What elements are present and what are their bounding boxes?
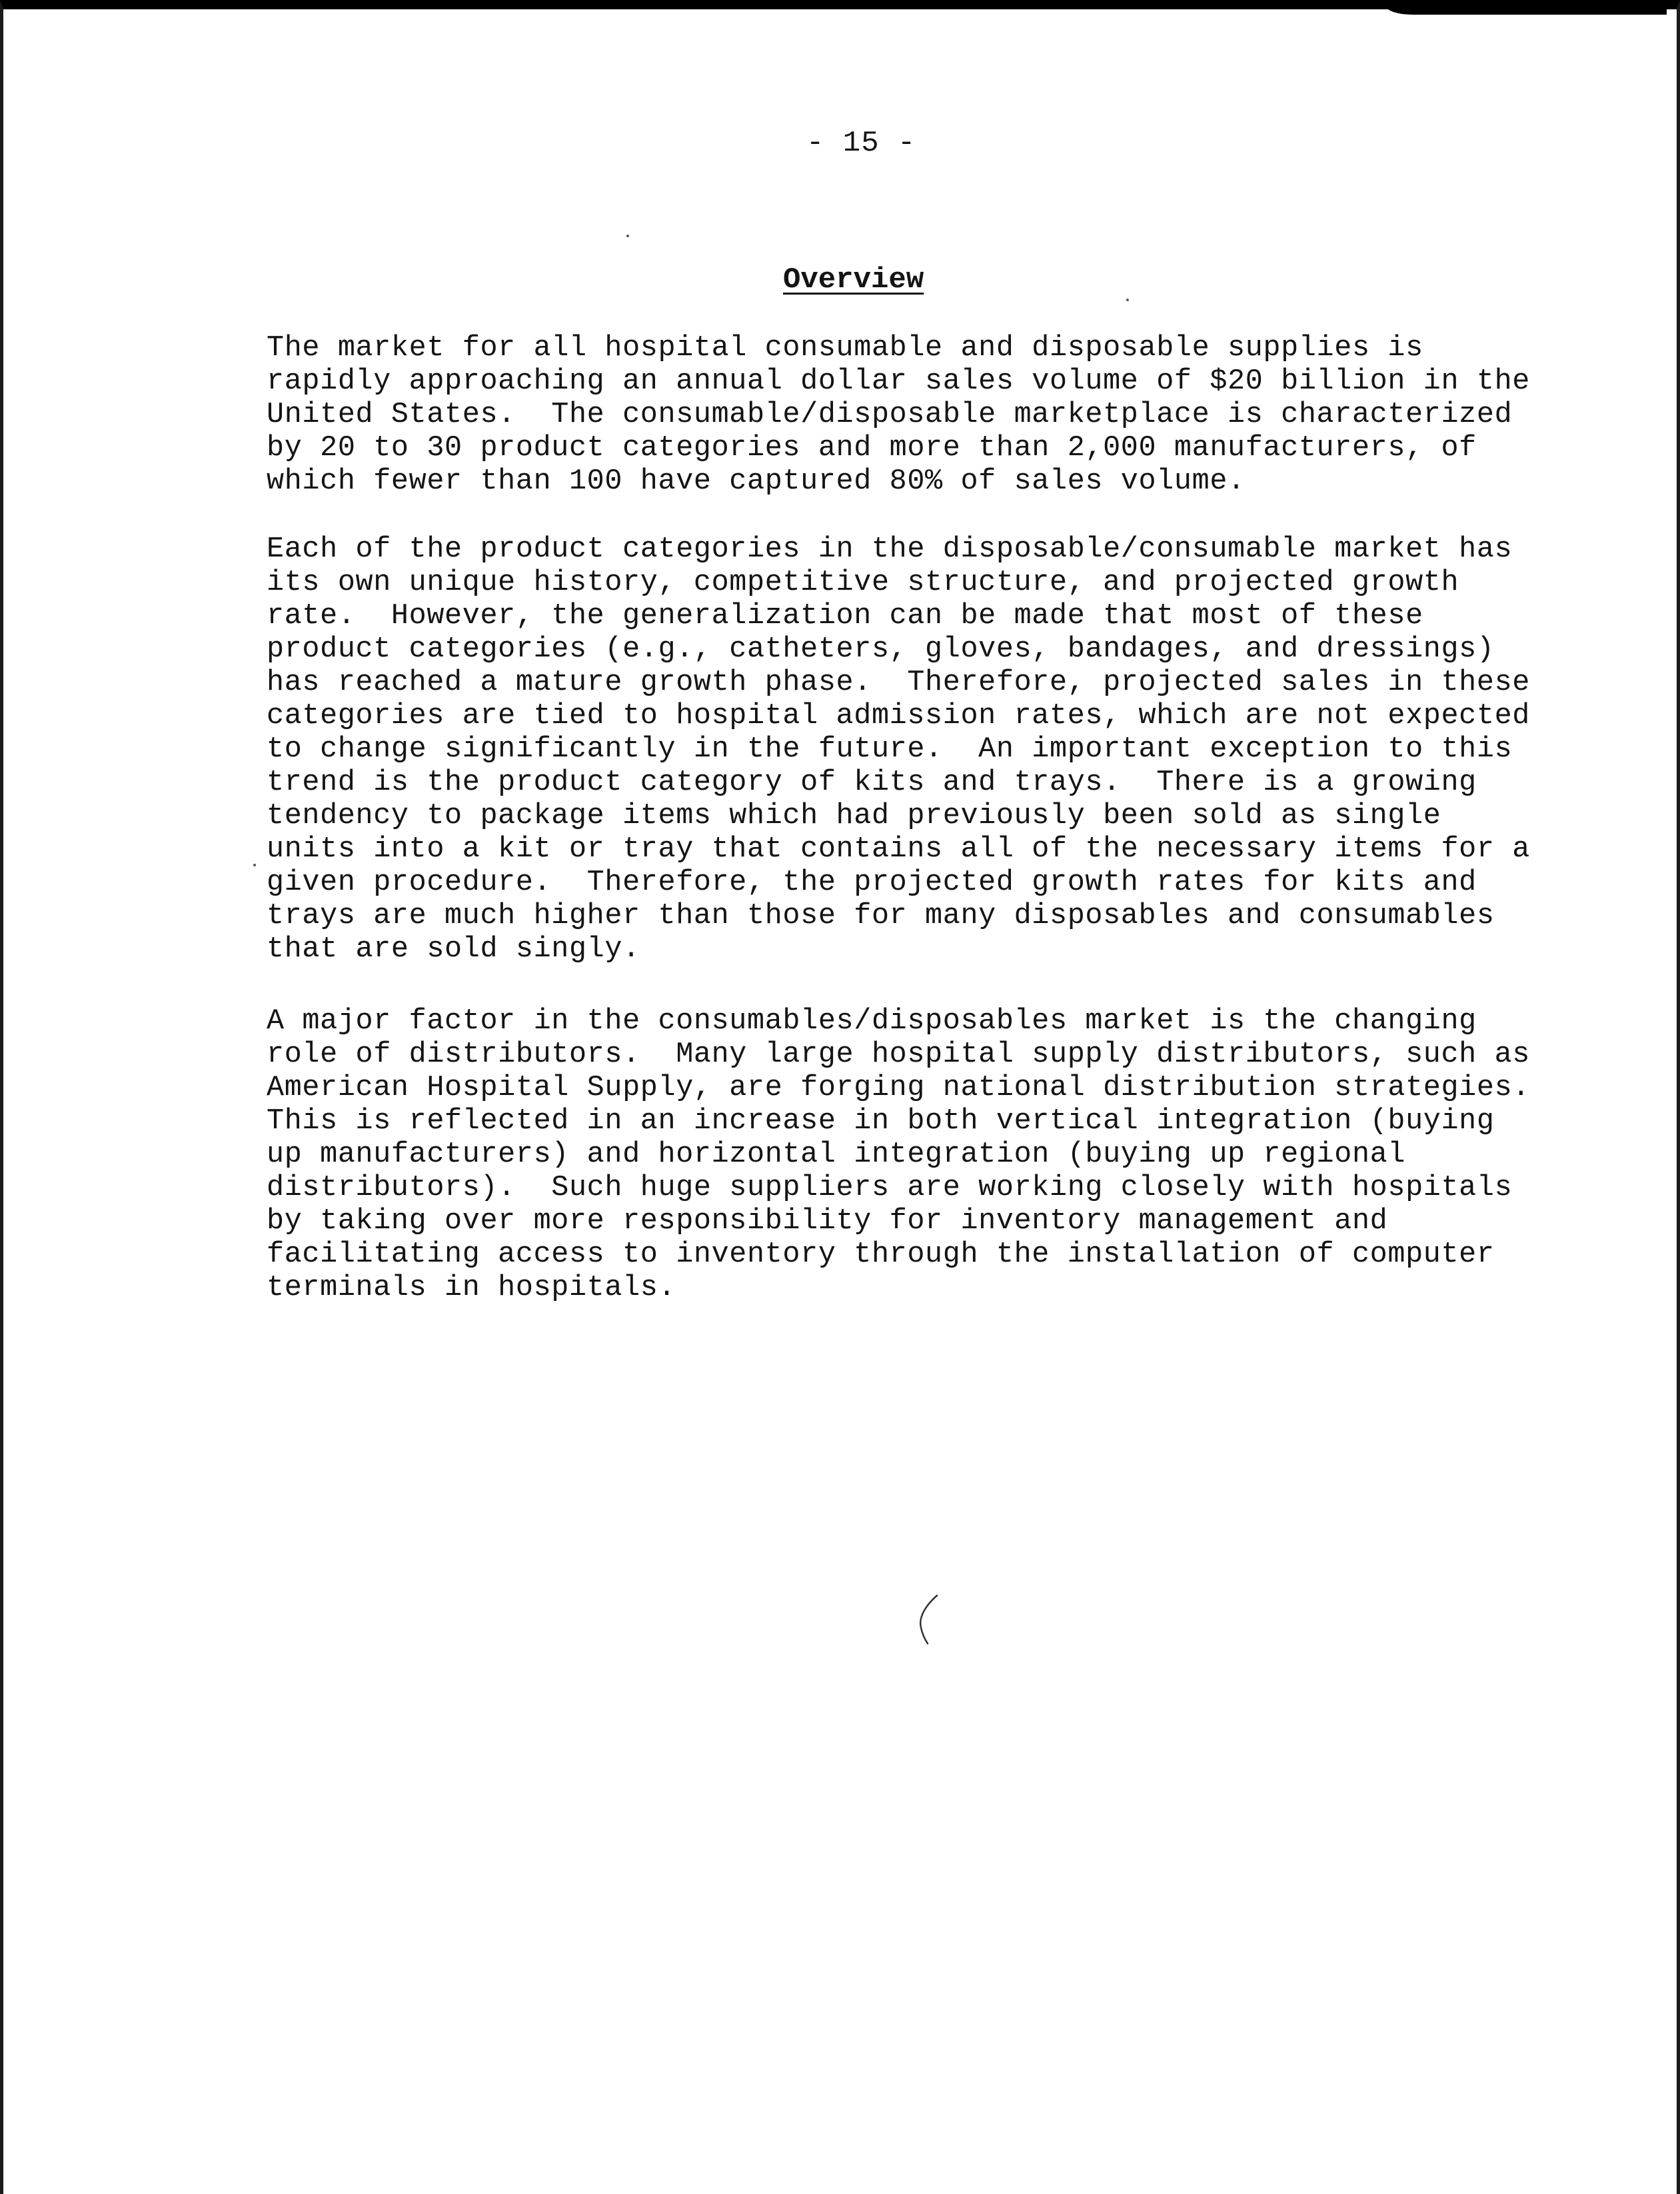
- text-line: role of distributors. Many large hospital supply distributors, such as: [267, 1038, 1531, 1071]
- text-line: trays are much higher than those for many disposables and consumables: [267, 900, 1495, 932]
- text-line: Each of the product categories in the disposable/consumable market has: [267, 533, 1513, 566]
- text-line: rapidly approaching an annual dollar sales volume of $20 billion in the: [267, 365, 1531, 398]
- text-line: units into a kit or tray that contains all of the necessary items for a: [267, 833, 1531, 866]
- scan-speck: [1126, 299, 1129, 301]
- text-line: that are sold singly.: [267, 933, 640, 966]
- text-line: by 20 to 30 product categories and more than 2,000 manufacturers, of: [267, 432, 1477, 465]
- section-heading: Overview: [783, 263, 924, 297]
- page-number: - 15 -: [806, 127, 916, 160]
- paragraph-distributors: [267, 1005, 1531, 1305]
- text-line: its own unique history, competitive structure, and projected growth: [267, 566, 1459, 599]
- text-line: product categories (e.g., catheters, gloves, bandages, and dressings): [267, 633, 1495, 666]
- text-line: by taking over more responsibility for inventory management and: [267, 1205, 1388, 1238]
- text-line: American Hospital Supply, are forging national distribution strategies.: [267, 1072, 1531, 1104]
- text-line: distributors). Such huge suppliers are working closely with hospitals: [267, 1172, 1513, 1204]
- text-line: United States. The consumable/disposable marketplace is characterized: [267, 399, 1513, 431]
- text-line: facilitating access to inventory through the installation of computer: [267, 1238, 1495, 1271]
- text-line: to change significantly in the future. An important exception to this: [267, 733, 1513, 766]
- text-line: trend is the product category of kits and trays. There is a growing: [267, 766, 1477, 799]
- scan-artifact: [1387, 0, 1667, 15]
- text-line: which fewer than 100 have captured 80% of sales volume.: [267, 465, 1246, 498]
- paragraph-market-size: [267, 332, 1531, 499]
- text-line: categories are tied to hospital admission rates, which are not expected: [267, 700, 1531, 732]
- text-line: tendency to package items which had previously been sold as single: [267, 800, 1441, 832]
- text-line: has reached a mature growth phase. Therefore, projected sales in these: [267, 666, 1531, 699]
- text-line: up manufacturers) and horizontal integration (buying up regional: [267, 1138, 1406, 1171]
- paragraph-product-categories: [267, 533, 1531, 966]
- text-line: rate. However, the generalization can be made that most of these: [267, 600, 1423, 632]
- scan-speck: [626, 235, 629, 237]
- text-line: The market for all hospital consumable and disposable supplies is: [267, 332, 1423, 365]
- text-line: terminals in hospitals.: [267, 1272, 676, 1304]
- scan-speck: [253, 864, 256, 866]
- text-line: This is reflected in an increase in both vertical integration (buying: [267, 1105, 1495, 1138]
- text-line: A major factor in the consumables/disposables market is the changing: [267, 1005, 1477, 1038]
- text-line: given procedure. Therefore, the projected growth rates for kits and: [267, 866, 1477, 899]
- pen-mark: [914, 1593, 941, 1646]
